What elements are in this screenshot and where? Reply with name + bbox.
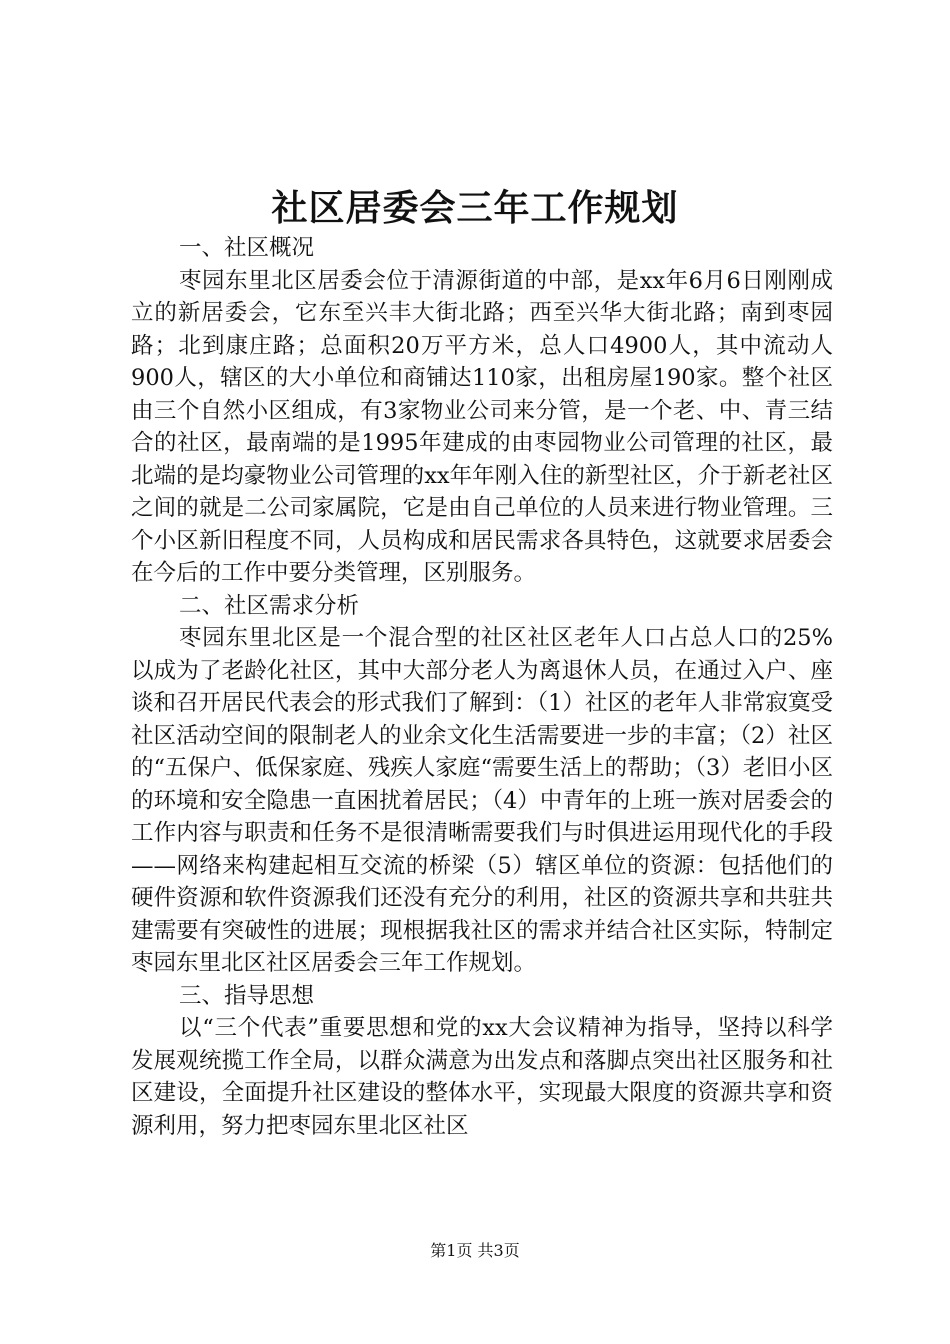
section-paragraph-needs-analysis: 枣园东里北区是一个混合型的社区社区老年人口占总人口的25%以成为了老龄化社区，其中大部分老人为离退休人员，在通过入户、座谈和召开居民代表会的形式我们了解到：（1）社区的老年人非常寂寞受社区活动空间的限制老人的业余文化生活需要进一步的丰富；（2）社区的“五保户、低保家庭、残疾人家庭“需要生活上的帮助；（3）老旧小区的环境和安全隐患一直困扰着居民；（4）中青年的上班一族对居委会的工作内容与职责和任务不是很清晰需要我们与时俱进运用现代化的手段——网络来构建起相互交流的桥梁（5）辖区单位的资源：包括他们的硬件资源和软件资源我们还没有充分的利用，社区的资源共享和共驻共建需要有突破性的进展；现根据我社区的需求并结合社区实际，特制定枣园东里北区社区居委会三年工作规划。	[131, 625, 833, 976]
document-body	[131, 232, 833, 1142]
document-title: 社区居委会三年工作规划	[271, 187, 679, 229]
section-heading-overview: 一、社区概况	[179, 235, 315, 261]
section-paragraph-guiding-principle: 以“三个代表”重要思想和党的xx大会议精神为指导，坚持以科学发展观统揽工作全局，以群众满意为出发点和落脚点突出社区服务和社区建设，全面提升社区建设的整体水平，实现最大限度的资源共享和资源利用，努力把枣园东里北区社区	[131, 1015, 833, 1139]
section-heading-needs-analysis: 二、社区需求分析	[179, 592, 360, 619]
page-footer: 第1页 共3页	[430, 1241, 520, 1260]
section-heading-guiding-principle: 三、指导思想	[179, 982, 315, 1009]
section-paragraph-overview: 枣园东里北区居委会位于清源街道的中部，是xx年6月6日刚刚成立的新居委会，它东至兴丰大街北路；西至兴华大街北路；南到枣园路；北到康庄路；总面积20万平方米，总人口4900人，其中流动人900人，辖区的大小单位和商铺达110家，出租房屋190家。整个社区由三个自然小区组成，有3家物业公司来分管，是一个老、中、青三结合的社区，最南端的是1995年建成的由枣园物业公司管理的社区，最北端的是均豪物业公司管理的xx年年刚入住的新型社区，介于新老社区之间的就是二公司家属院，它是由自己单位的人员来进行物业管理。三个小区新旧程度不同，人员构成和居民需求各具特色，这就要求居委会在今后的工作中要分类管理，区别服务。	[131, 267, 833, 586]
